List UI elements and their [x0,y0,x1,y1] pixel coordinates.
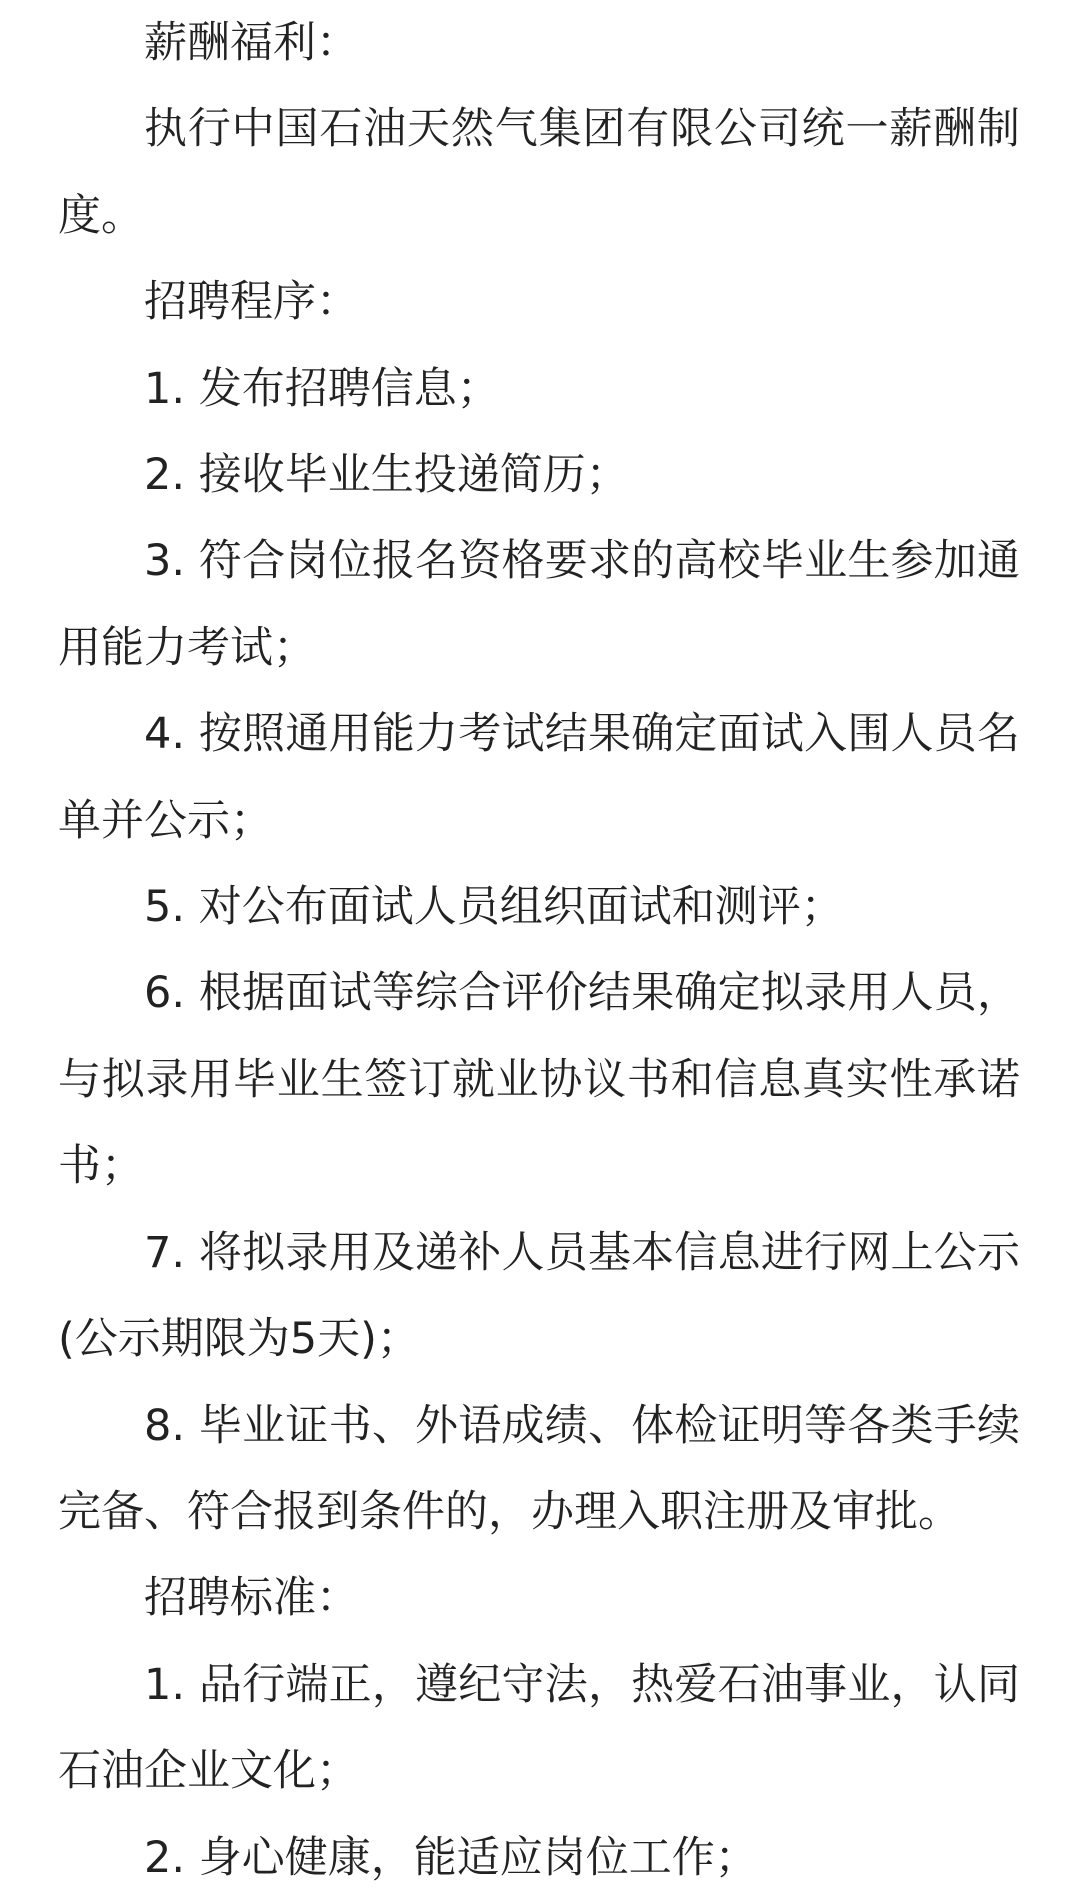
section-heading-recruitment-standards: 招聘标准： [144,1573,359,1624]
standard-item-1: 1. 品行端正，遵纪守法，热爱石油事业，认同石油企业文化； [58,1659,1020,1797]
standard-item-2: 2. 身心健康，能适应岗位工作； [144,1832,758,1883]
procedure-step-3: 3. 符合岗位报名资格要求的高校毕业生参加通用能力考试； [58,536,1020,673]
procedure-step-6: 6. 根据面试等综合评价结果确定拟录用人员，与拟录用毕业生签订就业协议书和信息真实性承诺书； [58,968,1020,1192]
procedure-step-1: 1. 发布招聘信息； [144,363,500,414]
section-heading-recruitment-procedure: 招聘程序： [144,277,359,328]
article-body [58,0,1020,1901]
section-heading-salary: 薪酬福利： [144,18,359,68]
procedure-step-5: 5. 对公布面试人员组织面试和测评； [144,882,844,933]
salary-description: 执行中国石油天然气集团有限公司统一薪酬制度。 [58,104,1020,241]
procedure-step-8: 8. 毕业证书、外语成绩、体检证明等各类手续完备、符合报到条件的，办理入职注册及审批。 [58,1400,1020,1537]
procedure-step-4: 4. 按照通用能力考试结果确定面试入围人员名单并公示； [58,709,1020,846]
procedure-step-7: 7. 将拟录用及递补人员基本信息进行网上公示(公示期限为5天)； [58,1227,1020,1365]
procedure-step-2: 2. 接收毕业生投递简历； [144,450,629,501]
